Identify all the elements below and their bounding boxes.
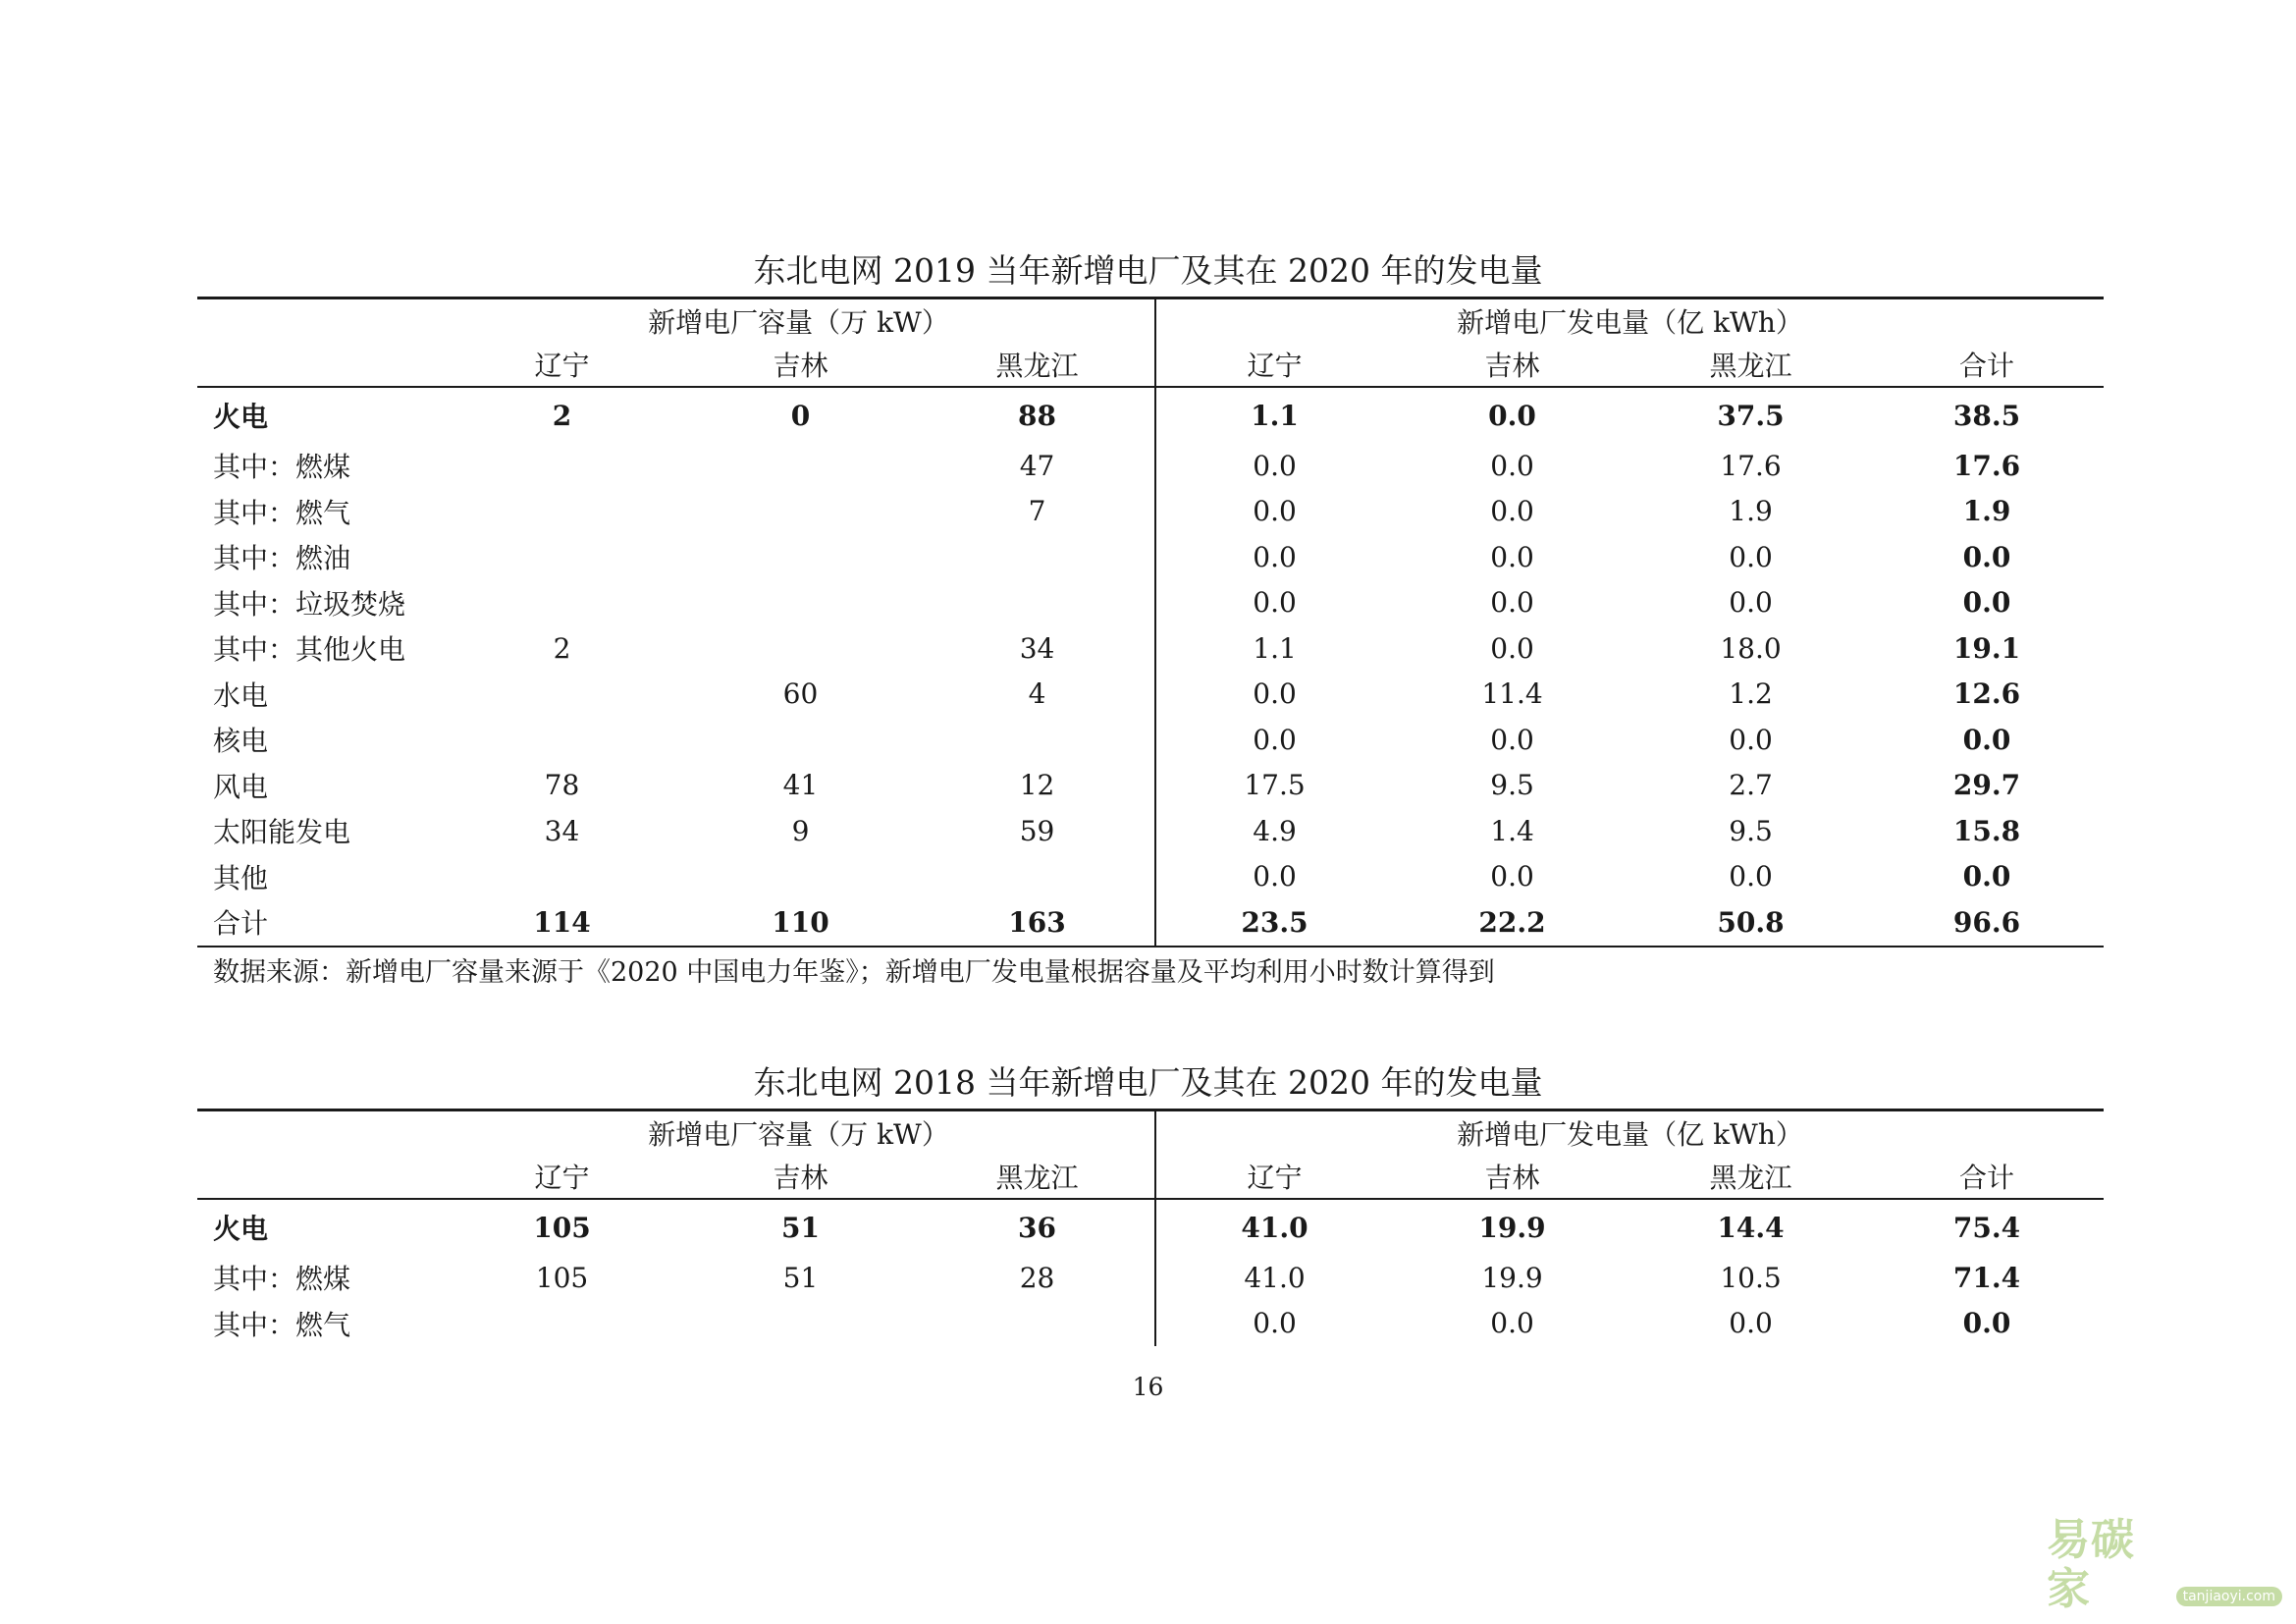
table-cell: 0.0: [1729, 586, 1773, 620]
group-capacity-header: 新增电厂容量（万 kW）: [443, 1110, 1155, 1156]
table1-group-header: [197, 298, 2104, 344]
table-cell: 78: [544, 769, 580, 802]
table-cell: 110: [681, 899, 920, 947]
table-cell: 12: [920, 763, 1155, 809]
table-cell: [920, 1301, 1155, 1347]
table-cell: [443, 580, 681, 626]
table2-group-header: [197, 1110, 2104, 1156]
table-cell: [443, 717, 681, 763]
table-cell: 4.9: [1253, 814, 1297, 847]
table-cell: 60: [782, 677, 819, 711]
table-cell: 0.0: [1490, 495, 1534, 528]
row-label: 其中：燃气: [213, 1308, 351, 1341]
table-cell: 17.6: [1952, 449, 2021, 482]
table-cell: [681, 489, 920, 535]
table-cell: [681, 717, 920, 763]
col-header: 合计: [1870, 343, 2104, 387]
table-cell: 37.5: [1717, 399, 1785, 432]
table-row: [197, 580, 2104, 626]
row-label: 水电: [213, 678, 269, 712]
row-label: 其中：燃气: [213, 496, 351, 529]
table-cell: 105: [535, 1261, 589, 1294]
table-cell: 1.1: [1253, 631, 1297, 665]
col-header: 吉林: [1393, 343, 1631, 387]
table-cell: 1.9: [1962, 495, 2011, 528]
table2: [197, 1109, 2104, 1346]
table-cell: 71.4: [1952, 1261, 2021, 1294]
table-cell: 28: [920, 1255, 1155, 1301]
table-cell: 0.0: [1962, 586, 2011, 620]
watermark-logo: [2047, 1515, 2282, 1614]
table-cell: 75.4: [1952, 1211, 2021, 1244]
table-cell: 0.0: [1962, 860, 2011, 893]
table-cell: [443, 854, 681, 900]
table-cell: 0.0: [1253, 860, 1297, 893]
table-cell: 34: [544, 814, 580, 847]
table-cell: 17.5: [1244, 769, 1306, 802]
table-cell: 2.7: [1729, 769, 1773, 802]
table-cell: 0.0: [1962, 1307, 2011, 1340]
table-cell: 105: [533, 1211, 591, 1244]
table-cell: 88: [920, 387, 1155, 443]
table-cell: 9: [791, 814, 810, 847]
table-cell: 15.8: [1952, 814, 2021, 847]
group-generation-header: 新增电厂发电量（亿 kWh）: [1155, 1110, 2104, 1156]
table-cell: 14.4: [1717, 1211, 1785, 1244]
table-row: [197, 854, 2104, 900]
watermark-text: 易碳家: [2047, 1515, 2135, 1614]
table-cell: 19.9: [1481, 1261, 1543, 1294]
table-cell: 0: [790, 399, 811, 432]
table-cell: 163: [920, 899, 1155, 947]
table-cell: 41: [782, 769, 819, 802]
col-header: 吉林: [681, 1155, 920, 1199]
table-cell: [681, 443, 920, 489]
table-cell: 2: [552, 399, 572, 432]
table-cell: [681, 625, 920, 672]
table-cell: 0.0: [1253, 1307, 1297, 1340]
table-cell: 59: [920, 808, 1155, 854]
table-row: [197, 1199, 2104, 1255]
row-label: 风电: [213, 770, 269, 803]
table-row: [197, 899, 2104, 947]
table-cell: [681, 534, 920, 580]
col-header: 吉林: [1393, 1155, 1631, 1199]
table-cell: 0.0: [1729, 540, 1773, 573]
table-row: [197, 717, 2104, 763]
table-cell: 1.4: [1490, 814, 1534, 847]
table-cell: 1.1: [1251, 399, 1299, 432]
table-cell: [681, 580, 920, 626]
table-cell: 0.0: [1490, 449, 1534, 482]
row-label: 其中：燃煤: [213, 1263, 351, 1296]
col-header: 黑龙江: [920, 343, 1155, 387]
table-cell: [443, 672, 681, 718]
table-cell: [681, 1301, 920, 1347]
table-cell: 0.0: [1490, 860, 1534, 893]
table-cell: 47: [920, 443, 1155, 489]
table-cell: 10.5: [1720, 1261, 1782, 1294]
group-generation-header: 新增电厂发电量（亿 kWh）: [1155, 298, 2104, 344]
table-cell: 0.0: [1490, 723, 1534, 756]
table-cell: 19.1: [1952, 631, 2021, 665]
table-row: [197, 534, 2104, 580]
data-source-note: 数据来源：新增电厂容量来源于《2020 中国电力年鉴》；新增电厂发电量根据容量及平均利用小时数计算得到: [213, 957, 1495, 988]
table-cell: 0.0: [1729, 1307, 1773, 1340]
table2-title: 东北电网 2018 当年新增电厂及其在 2020 年的发电量: [753, 1063, 1543, 1102]
col-header: 辽宁: [443, 1155, 681, 1199]
table-cell: 0.0: [1729, 860, 1773, 893]
table-cell: 36: [920, 1199, 1155, 1255]
row-label: 火电: [213, 1213, 269, 1245]
table-cell: 4: [920, 672, 1155, 718]
table-cell: 23.5: [1155, 899, 1393, 947]
table-cell: [920, 854, 1155, 900]
table2-column-header: [197, 1155, 2104, 1199]
col-header: 辽宁: [1155, 343, 1393, 387]
table-cell: 19.9: [1478, 1211, 1546, 1244]
table-cell: 17.6: [1720, 449, 1782, 482]
table-cell: 0.0: [1962, 540, 2011, 573]
table-row: [197, 489, 2104, 535]
col-header: 黑龙江: [920, 1155, 1155, 1199]
group-capacity-header: 新增电厂容量（万 kW）: [443, 298, 1155, 344]
row-label: 合计: [197, 899, 443, 947]
table-cell: 29.7: [1952, 769, 2021, 802]
row-label: 其中：垃圾焚烧: [213, 587, 406, 621]
table-cell: 12.6: [1952, 677, 2021, 711]
col-header: 黑龙江: [1631, 1155, 1870, 1199]
table-row: [197, 808, 2104, 854]
table-cell: [443, 489, 681, 535]
table-cell: 0.0: [1490, 1307, 1534, 1340]
table-cell: 0.0: [1253, 677, 1297, 711]
table-cell: 0.0: [1962, 723, 2011, 756]
table-cell: 22.2: [1393, 899, 1631, 947]
row-label: 其他: [213, 861, 269, 894]
table-cell: [920, 534, 1155, 580]
table-cell: [920, 580, 1155, 626]
table-cell: 0.0: [1488, 399, 1536, 432]
row-label: 其中：其他火电: [213, 633, 406, 667]
row-label: 火电: [213, 401, 269, 433]
table-cell: [443, 534, 681, 580]
row-label: 其中：燃煤: [213, 451, 351, 484]
table-cell: 50.8: [1631, 899, 1870, 947]
table-row: [197, 763, 2104, 809]
watermark-domain: tanjiaoyi.com: [2176, 1587, 2282, 1606]
table-row: [197, 1301, 2104, 1347]
table-cell: 51: [782, 1261, 819, 1294]
col-header: 辽宁: [1155, 1155, 1393, 1199]
table1: [197, 297, 2104, 947]
table1-column-header: [197, 343, 2104, 387]
table-row: [197, 672, 2104, 718]
col-header: 黑龙江: [1631, 343, 1870, 387]
table-row: [197, 387, 2104, 443]
table-cell: 41.0: [1244, 1261, 1306, 1294]
row-label: 其中：燃油: [213, 542, 351, 575]
table-cell: 1.2: [1729, 677, 1773, 711]
table-cell: [443, 443, 681, 489]
table-cell: [681, 854, 920, 900]
table-cell: 0.0: [1253, 723, 1297, 756]
table-cell: 2: [553, 631, 571, 665]
table-cell: 41.0: [1241, 1211, 1308, 1244]
table-cell: 0.0: [1253, 540, 1297, 573]
table-cell: 0.0: [1490, 631, 1534, 665]
table-cell: 96.6: [1870, 899, 2104, 947]
table-cell: 0.0: [1253, 449, 1297, 482]
table-row: [197, 1255, 2104, 1301]
table-cell: [920, 717, 1155, 763]
table-cell: 0.0: [1253, 586, 1297, 620]
table-cell: 11.4: [1481, 677, 1543, 711]
table-cell: 34: [920, 625, 1155, 672]
table-cell: 0.0: [1490, 540, 1534, 573]
table-cell: [443, 1301, 681, 1347]
table-cell: 114: [443, 899, 681, 947]
table-cell: 51: [781, 1211, 820, 1244]
table-cell: 7: [920, 489, 1155, 535]
table-cell: 1.9: [1729, 495, 1773, 528]
page-number: 16: [1132, 1373, 1164, 1401]
table-cell: 9.5: [1729, 814, 1773, 847]
col-header: 吉林: [681, 343, 920, 387]
table-cell: 0.0: [1490, 586, 1534, 620]
table-cell: 9.5: [1490, 769, 1534, 802]
row-label: 太阳能发电: [213, 816, 351, 849]
col-header: 合计: [1870, 1155, 2104, 1199]
row-label: 核电: [213, 725, 269, 758]
table-cell: 0.0: [1253, 495, 1297, 528]
table-row: [197, 625, 2104, 672]
table-cell: 0.0: [1729, 723, 1773, 756]
table-row: [197, 443, 2104, 489]
table-cell: 38.5: [1952, 399, 2021, 432]
table-cell: 18.0: [1720, 631, 1782, 665]
table1-title: 东北电网 2019 当年新增电厂及其在 2020 年的发电量: [753, 251, 1543, 290]
col-header: 辽宁: [443, 343, 681, 387]
